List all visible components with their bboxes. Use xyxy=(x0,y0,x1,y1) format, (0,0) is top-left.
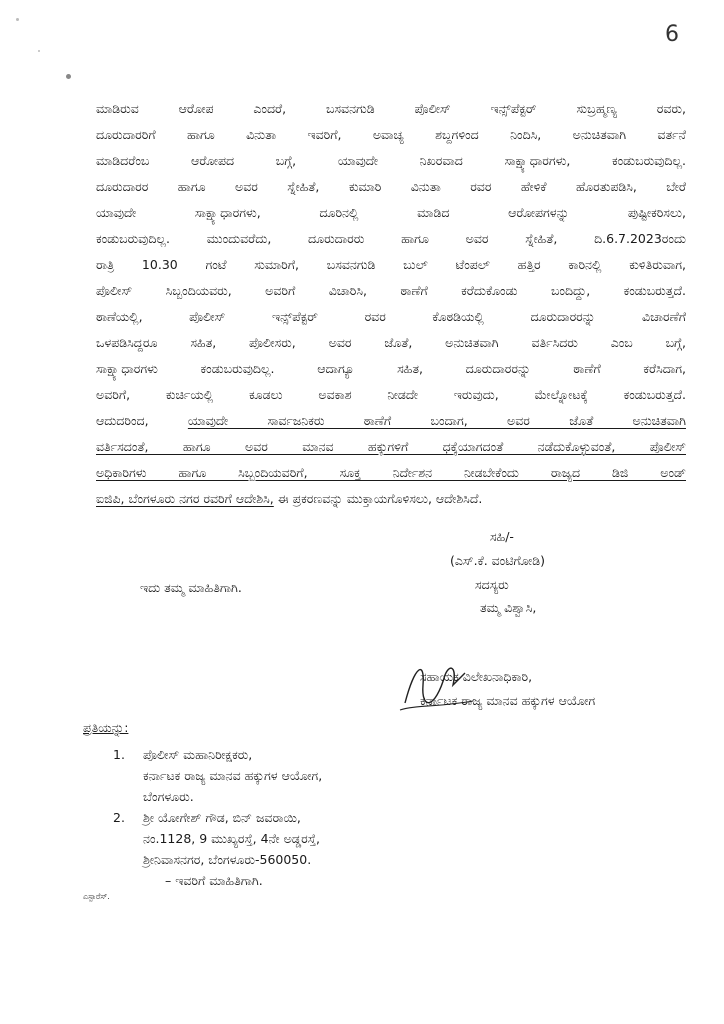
body-line-directive xyxy=(96,460,686,486)
copy-recipient xyxy=(113,744,322,807)
sahi-mark: ಸಹಿ/- xyxy=(490,529,514,544)
recipient-line: ನಂ.1128, 9 ಮುಖ್ಯರಸ್ತೆ, 4ನೇ ಅಡ್ಡರಸ್ತೆ, xyxy=(143,831,320,846)
typist-initials: ಎಸ್ಪಾರೆಸ್. xyxy=(83,892,110,901)
recipient-line: ಬೆಂಗಳೂರು. xyxy=(143,789,194,804)
body-line-directive xyxy=(96,434,686,460)
recipient-line: ಶ್ರೀ ಯೋಗೇಶ್ ಗೌಡ, ಬಿನ್ ಜವರಾಯಿ, xyxy=(143,810,301,825)
member-designation: ಸದಸ್ಯರು xyxy=(475,577,509,592)
officer-block xyxy=(420,665,595,713)
directive-underlined: ಐಜಿಪಿ, ಬೆಂಗಳೂರು ನಗರ ರವರಿಗೆ ಆದೇಶಿಸಿ, xyxy=(96,491,274,506)
order-body xyxy=(96,96,686,512)
officer-organisation: ಕರ್ನಾಟಕ ರಾಜ್ಯ ಮಾನವ ಹಕ್ಕುಗಳ ಆಯೋಗ xyxy=(420,693,596,708)
body-line: ಠಾಣೆಯಲ್ಲಿ, ಪೊಲೀಸ್ ಇನ್ಸ್‌ಪೆಕ್ಟರ್ ರವರ ಕೊಠಡಿಯಲ್ಲಿ ದೂರುದಾರರನ್ನು ವಿಚಾರಣೆಗೆ xyxy=(96,309,686,324)
recipient-line: ಕರ್ನಾಟಕ ರಾಜ್ಯ ಮಾನವ ಹಕ್ಕುಗಳ ಆಯೋಗ, xyxy=(143,768,323,783)
directive-underlined: ಅಧಿಕಾರಿಗಳು ಹಾಗೂ ಸಿಬ್ಬಂದಿಯವರಿಗೆ, ಸೂಕ್ತ ನಿರ್ದೇಶನ ನೀಡಬೇಕೆಂದು ರಾಜ್ಯದ ಡಿಜಿ ಅಂಡ್ xyxy=(96,465,686,480)
copy-note: – ಇವರಿಗೆ ಮಾಹಿತಿಗಾಗಿ. xyxy=(165,873,263,888)
for-information-line: ಇದು ತಮ್ಮ ಮಾಹಿತಿಗಾಗಿ. xyxy=(140,580,242,595)
body-line: ಯಾವುದೇ ಸಾಕ್ಷ್ಯಾಧಾರಗಳು, ದೂರಿನಲ್ಲಿ ಮಾಡಿದ ಆರೋಪಗಳನ್ನು ಪುಷ್ಟೀಕರಿಸಲು, xyxy=(96,205,686,220)
recipient-number: 2. xyxy=(113,810,125,825)
scan-speck xyxy=(38,50,40,52)
body-line: ಮಾಡಿದರೆಂಬ ಆರೋಪದ ಬಗ್ಗೆ, ಯಾವುದೇ ನಿಖರವಾದ ಸಾಕ್ಷ್ಯಾಧಾರಗಳು, ಕಂಡುಬರುವುದಿಲ್ಲ. xyxy=(96,153,686,168)
directive-underlined: ಯಾವುದೇ ಸಾರ್ವಜನಿಕರು ಠಾಣೆಗೆ ಬಂದಾಗ, ಅವರ ಜೊತೆ ಅನುಚಿತವಾಗಿ xyxy=(187,413,686,428)
officer-title: ಸಹಾಯಕ ವಿಲೇಖನಾಧಿಕಾರಿ, xyxy=(420,669,533,684)
directive-suffix: ಈ ಪ್ರಕರಣವನ್ನು ಮುಕ್ತಾಯಗೊಳಿಸಲು, ಆದೇಶಿಸಿದೆ. xyxy=(273,491,483,506)
body-line: ಅವರಿಗೆ, ಕುರ್ಚಿಯಲ್ಲಿ ಕೂಡಲು ಅವಕಾಶ ನೀಡದೇ ಇರುವುದು, ಮೇಲ್ನೋಟಕ್ಕೆ ಕಂಡುಬರುತ್ತದೆ. xyxy=(96,387,686,402)
body-line: ದೂರುದಾರರ ಹಾಗೂ ಅವರ ಸ್ನೇಹಿತೆ, ಕುಮಾರಿ ವಿನುತಾ ರವರ ಹೇಳಿಕೆ ಹೊರತುಪಡಿಸಿ, ಬೇರೆ xyxy=(96,179,686,194)
body-line: ಪೊಲೀಸ್ ಸಿಬ್ಬಂದಿಯವರು, ಅವರಿಗೆ ವಿಚಾರಿಸಿ, ಠಾಣೆಗೆ ಕರೆದುಕೊಂಡು ಬಂದಿದ್ದು, ಕಂಡುಬರುತ್ತದೆ. xyxy=(96,283,686,298)
body-line: ಸಾಕ್ಷ್ಯಾಧಾರಗಳು ಕಂಡುಬರುವುದಿಲ್ಲ. ಆದಾಗ್ಯೂ ಸಹಿತ, ದೂರುದಾರರನ್ನು ಠಾಣೆಗೆ ಕರೆಸಿದಾಗ, xyxy=(96,361,686,376)
scan-speck xyxy=(66,74,71,79)
directive-underlined: ವರ್ತಿಸದಂತೆ, ಹಾಗೂ ಅವರ ಮಾನವ ಹಕ್ಕುಗಳಿಗೆ ಧಕ್ಕೆಯಾಗದಂತೆ ನಡೆದುಕೊಳ್ಳುವಂತೆ, ಪೊಲೀಸ್ xyxy=(96,439,686,454)
body-line-directive xyxy=(96,408,686,434)
body-line-directive xyxy=(96,486,686,512)
member-signature-block xyxy=(450,525,545,597)
body-line: ಮಾಡಿರುವ ಆರೋಪ ಎಂದರೆ, ಬಸವನಗುಡಿ ಪೊಲೀಸ್ ಇನ್ಸ್‌ಪೆಕ್ಟರ್ ಸುಬ್ರಹ್ಮಣ್ಯ ರವರು, xyxy=(96,101,686,116)
copy-to-heading: ಪ್ರತಿಯನ್ನು: xyxy=(83,720,129,735)
member-name: (ಎಸ್.ಕೆ. ವಂಟಿಗೋಡಿ) xyxy=(450,553,545,568)
scan-speck xyxy=(16,18,19,21)
page-number: 6 xyxy=(665,22,679,47)
body-line: ಕಂಡುಬರುವುದಿಲ್ಲ. ಮುಂದುವರೆದು, ದೂರುದಾರರು ಹಾಗೂ ಅವರ ಸ್ನೇಹಿತೆ, ದಿ.6.7.2023ರಂದು xyxy=(96,231,686,246)
body-line: ಒಳಪಡಿಸಿದ್ದರೂ ಸಹಿತ, ಪೊಲೀಸರು, ಅವರ ಜೊತೆ, ಅನುಚಿತವಾಗಿ ವರ್ತಿಸಿದರು ಎಂಬ ಬಗ್ಗೆ, xyxy=(96,335,686,350)
copy-recipient xyxy=(113,807,322,870)
directive-prefix: ಆದುದರಿಂದ, xyxy=(96,413,188,428)
recipient-line: ಶ್ರೀನಿವಾಸನಗರ, ಬೆಂಗಳೂರು-560050. xyxy=(143,852,312,867)
yours-faithfully: ತಮ್ಮ ವಿಶ್ವಾಸಿ, xyxy=(480,600,537,615)
copy-to-list xyxy=(113,744,322,891)
recipient-number: 1. xyxy=(113,747,125,762)
body-line: ದೂರುದಾರರಿಗೆ ಹಾಗೂ ವಿನುತಾ ಇವರಿಗೆ, ಅವಾಚ್ಯ ಶಬ್ದಗಳಿಂದ ನಿಂದಿಸಿ, ಅನುಚಿತವಾಗಿ ವರ್ತನೆ xyxy=(96,127,686,142)
body-line: ರಾತ್ರಿ 10.30 ಗಂಟೆ ಸುಮಾರಿಗೆ, ಬಸವನಗುಡಿ ಬುಲ್ ಟೆಂಪಲ್ ಹತ್ತಿರ ಕಾರಿನಲ್ಲಿ ಕುಳಿತಿರುವಾಗ, xyxy=(96,257,686,272)
recipient-line: ಪೊಲೀಸ್ ಮಹಾನಿರೀಕ್ಷಕರು, xyxy=(143,747,253,762)
